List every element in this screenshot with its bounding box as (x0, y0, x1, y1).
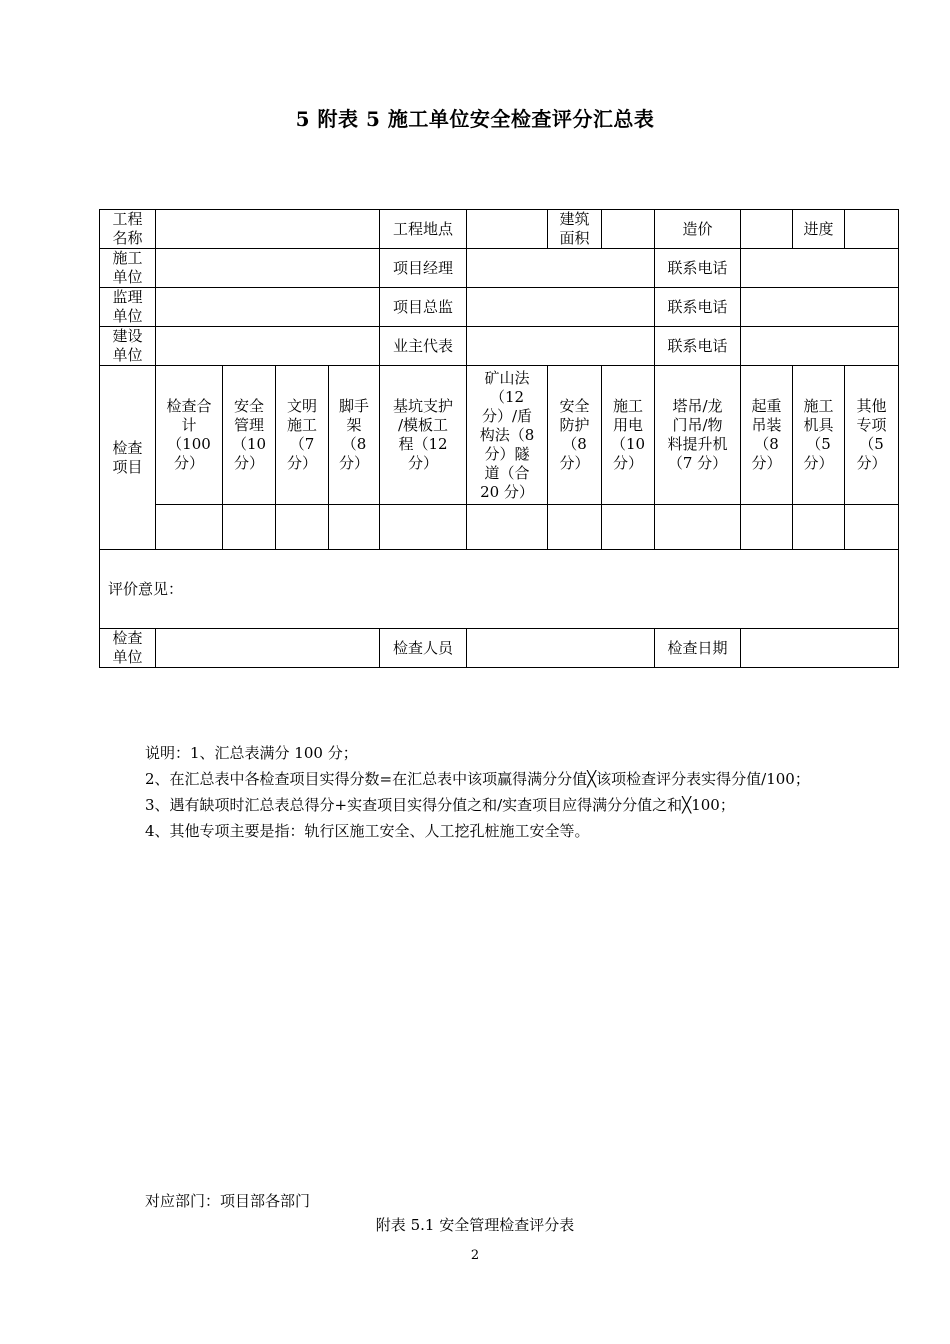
inspector-value[interactable] (467, 629, 655, 668)
score-cell[interactable] (223, 505, 276, 550)
progress-value[interactable] (845, 210, 899, 249)
table-row (100, 249, 899, 288)
owner-rep-label: 业主代表 (380, 327, 467, 366)
table-row (100, 366, 899, 505)
project-manager-label: 项目经理 (380, 249, 467, 288)
construction-unit-label: 施工 单位 (100, 249, 156, 288)
item-header-tower-crane: 塔吊/龙 门吊/物 料提升机 （7 分） (655, 366, 741, 505)
supervision-unit-value[interactable] (156, 288, 380, 327)
safety-summary-table (99, 209, 899, 668)
item-header-scaffolding: 脚手 架 （8 分） (329, 366, 380, 505)
note-line: 2、在汇总表中各检查项目实得分数=在汇总表中该项赢得满分分值╳该项检查评分表实得分值/100； (145, 770, 810, 788)
table-row (100, 327, 899, 366)
table-row (100, 288, 899, 327)
item-header-safety-management: 安全 管理 （10 分） (223, 366, 276, 505)
score-cell[interactable] (655, 505, 741, 550)
item-header-civilized-construction: 文明 施工 （7 分） (276, 366, 329, 505)
inspection-date-label: 检查日期 (655, 629, 741, 668)
building-area-value[interactable] (602, 210, 655, 249)
department-line: 对应部门：项目部各部门 (145, 1192, 311, 1210)
next-table-title: 附表 5.1 安全管理检查评分表 (375, 1216, 575, 1234)
note-line: 3、遇有缺项时汇总表总得分+实查项目实得分值之和/实查项目应得满分分值之和╳100； (145, 796, 735, 814)
project-location-value[interactable] (467, 210, 548, 249)
contact-phone-value[interactable] (741, 249, 899, 288)
contact-phone-value[interactable] (741, 327, 899, 366)
check-items-label: 检查 项目 (100, 366, 156, 550)
note-line: 说明：1、汇总表满分 100 分； (145, 744, 358, 762)
supervision-unit-label: 监理 单位 (100, 288, 156, 327)
item-header-total: 检查合 计 （100 分） (156, 366, 223, 505)
score-cell[interactable] (548, 505, 602, 550)
note-line: 4、其他专项主要是指：轨行区施工安全、人工挖孔桩施工安全等。 (145, 822, 590, 840)
construction-unit-value[interactable] (156, 249, 380, 288)
score-cell[interactable] (793, 505, 845, 550)
score-cell[interactable] (380, 505, 467, 550)
score-cell[interactable] (276, 505, 329, 550)
score-cell[interactable] (741, 505, 793, 550)
document-title: 5 附表 5 施工单位安全检查评分汇总表 (295, 107, 655, 131)
building-area-label: 建筑 面积 (548, 210, 602, 249)
item-header-tunnel: 矿山法 （12 分）/盾 构法（8 分）隧 道（合 20 分） (467, 366, 548, 505)
chief-supervisor-value[interactable] (467, 288, 655, 327)
notes (145, 740, 815, 844)
table-row (100, 505, 899, 550)
item-header-machinery: 施工 机具 （5 分） (793, 366, 845, 505)
table-row (100, 550, 899, 629)
score-cell[interactable] (156, 505, 223, 550)
score-cell[interactable] (845, 505, 899, 550)
project-manager-value[interactable] (467, 249, 655, 288)
item-header-hoisting: 起重 吊装 （8 分） (741, 366, 793, 505)
inspection-date-value[interactable] (741, 629, 899, 668)
score-cell[interactable] (467, 505, 548, 550)
score-cell[interactable] (329, 505, 380, 550)
progress-label: 进度 (793, 210, 845, 249)
contact-phone-value[interactable] (741, 288, 899, 327)
page-number: 2 (470, 1248, 480, 1263)
cost-value[interactable] (741, 210, 793, 249)
inspector-label: 检查人员 (380, 629, 467, 668)
project-location-label: 工程地点 (380, 210, 467, 249)
project-name-label: 工程 名称 (100, 210, 156, 249)
chief-supervisor-label: 项目总监 (380, 288, 467, 327)
contact-phone-label: 联系电话 (655, 288, 741, 327)
item-header-foundation-pit: 基坑支护 /模板工 程（12 分） (380, 366, 467, 505)
item-header-other: 其他 专项 （5 分） (845, 366, 899, 505)
owner-unit-label: 建设 单位 (100, 327, 156, 366)
contact-phone-label: 联系电话 (655, 327, 741, 366)
table-row (100, 210, 899, 249)
project-name-value[interactable] (156, 210, 380, 249)
evaluation-opinion[interactable]: 评价意见： (100, 550, 899, 629)
owner-rep-value[interactable] (467, 327, 655, 366)
score-cell[interactable] (602, 505, 655, 550)
inspection-unit-label: 检查 单位 (100, 629, 156, 668)
inspection-unit-value[interactable] (156, 629, 380, 668)
owner-unit-value[interactable] (156, 327, 380, 366)
contact-phone-label: 联系电话 (655, 249, 741, 288)
item-header-safety-protection: 安全 防护 （8 分） (548, 366, 602, 505)
item-header-electricity: 施工 用电 （10 分） (602, 366, 655, 505)
table-row (100, 629, 899, 668)
cost-label: 造价 (655, 210, 741, 249)
